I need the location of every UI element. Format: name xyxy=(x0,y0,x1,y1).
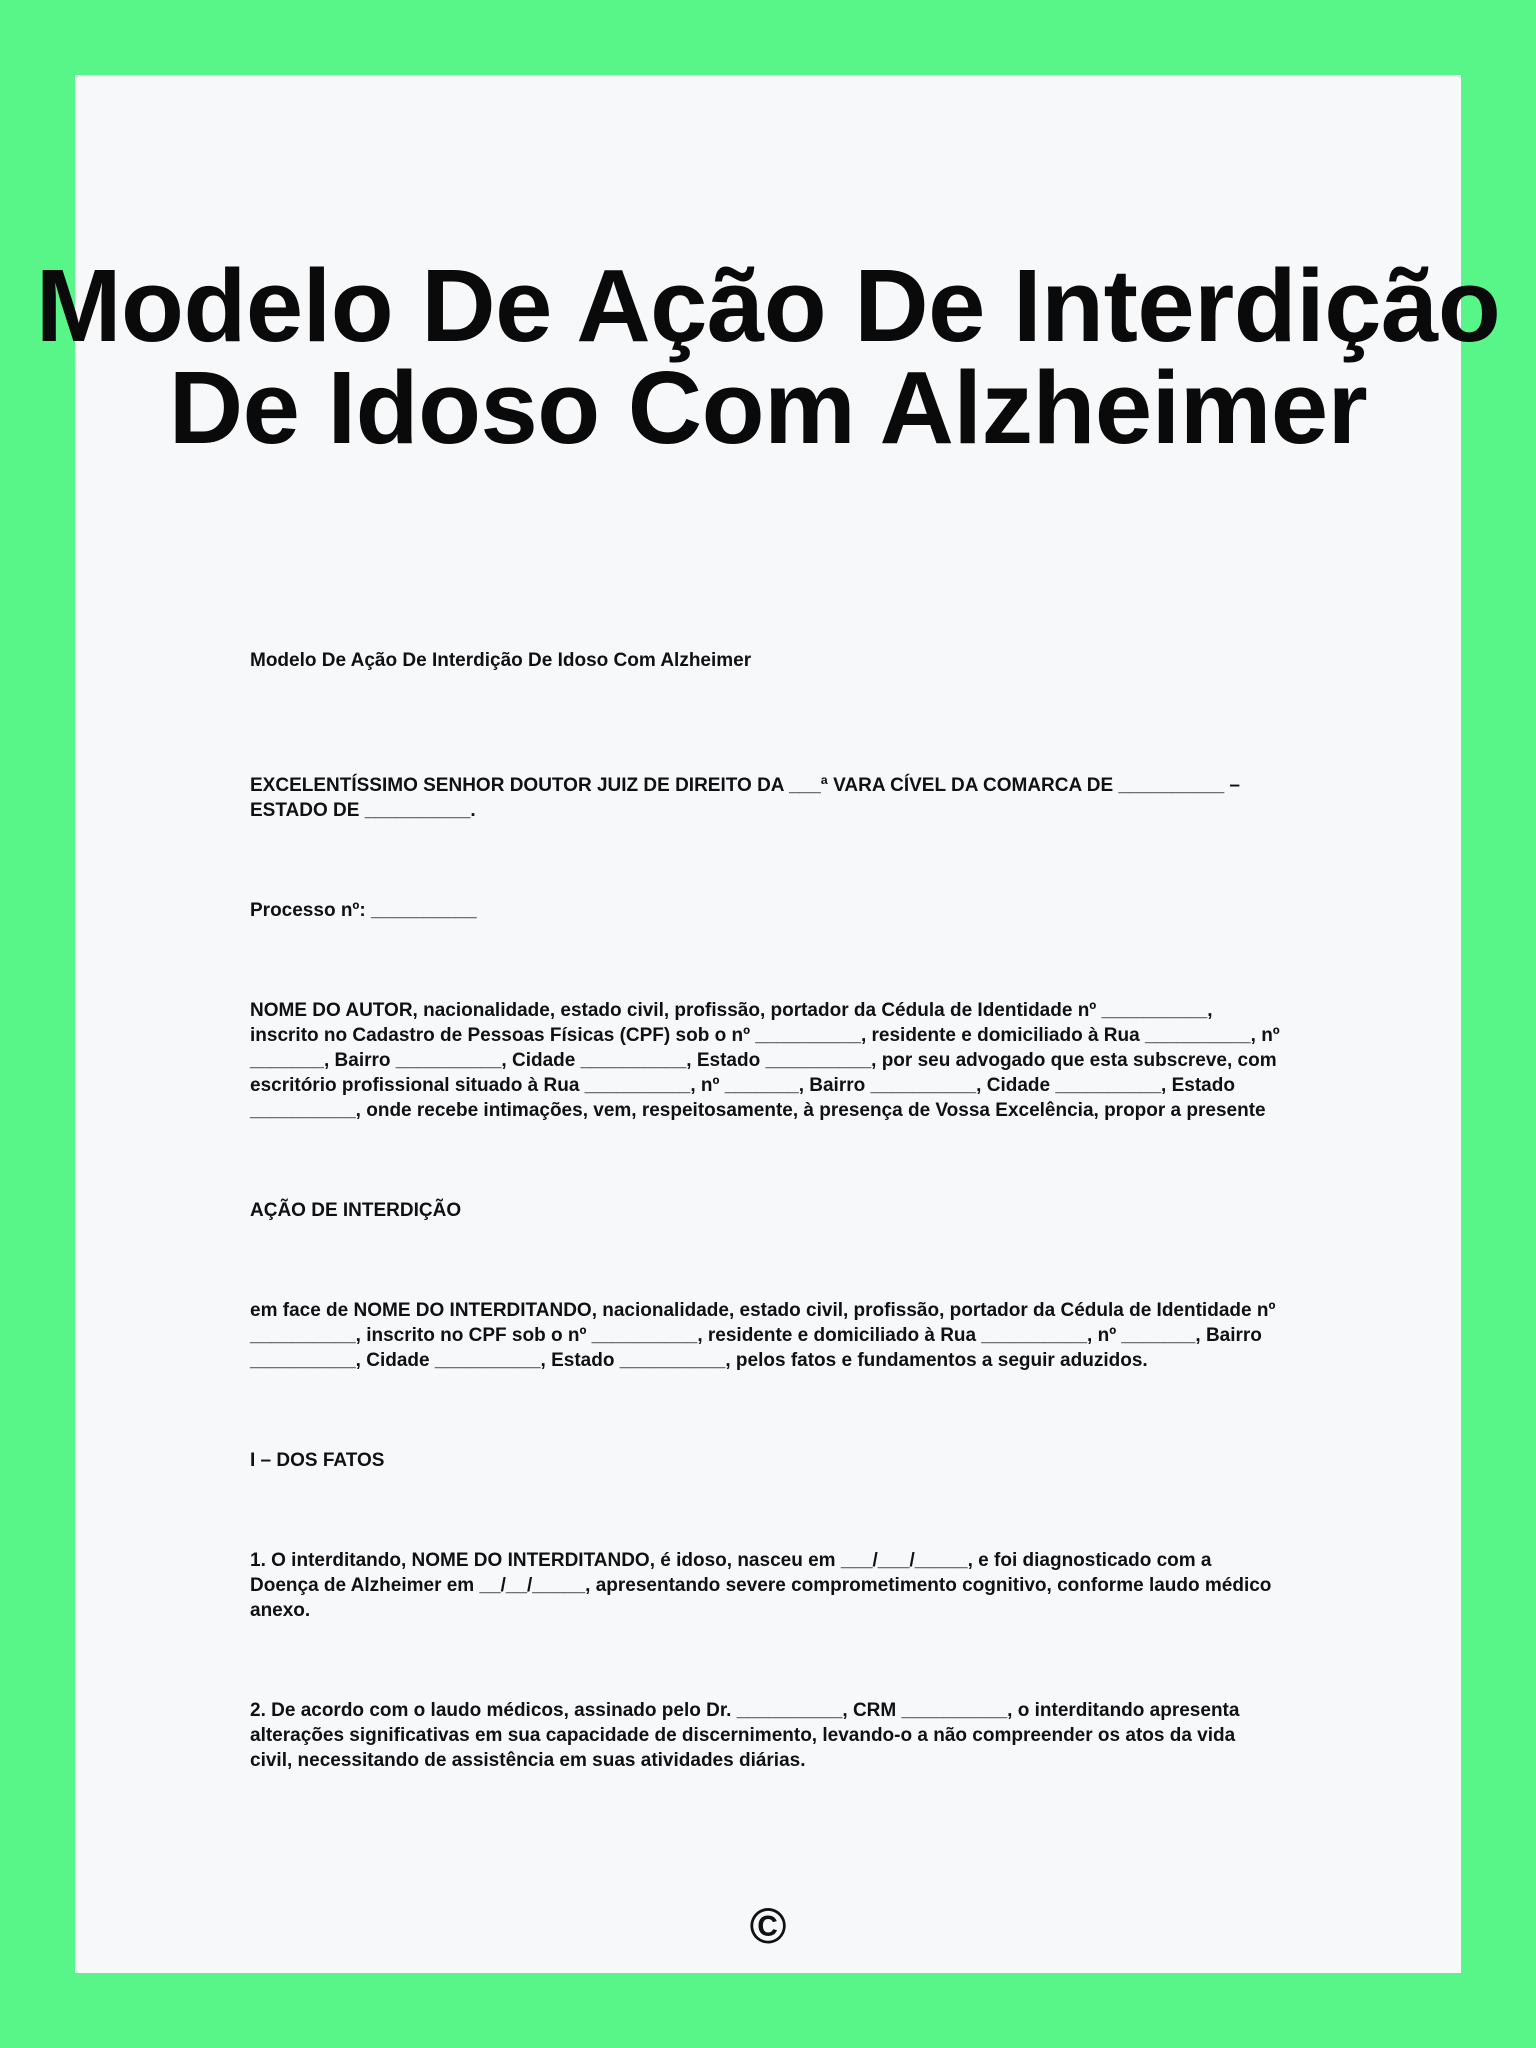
copyright-icon: © xyxy=(749,1898,787,1954)
section-heading-facts: I – DOS FATOS xyxy=(250,1450,385,1471)
court-address: EXCELENTÍSSIMO SENHOR DOUTOR JUIZ DE DIREITO DA ___ª VARA CÍVEL DA COMARCA DE __________ – ESTADO DE __________. xyxy=(250,775,1240,821)
document-subtitle: Modelo De Ação De Interdição De Idoso Com Alzheimer xyxy=(250,650,752,671)
fact-paragraph-2: 2. De acordo com o laudo médicos, assinado pelo Dr. __________, CRM __________, o interditando apresenta alterações significativas em sua capacidade de discernimento, levando-o a não compreender os atos da vida civil, necessitando de assistência em suas atividades diárias. xyxy=(250,1700,1240,1771)
defendant-qualification: em face de NOME DO INTERDITANDO, nacionalidade, estado civil, profissão, portador da Cédula de Identidade nº __________, inscrito no CPF sob o nº __________, residente e domiciliado à Rua __________, nº _______, Bairro __________, Cidade __________, Estado __________, pelos fatos e fundamentos a seguir aduzidos. xyxy=(250,1300,1276,1371)
author-qualification: NOME DO AUTOR, nacionalidade, estado civil, profissão, portador da Cédula de Identidade nº __________, inscrito no Cadastro de Pessoas Físicas (CPF) sob o nº __________, residente e domiciliado à Rua __________, nº _______, Bairro __________, Cidade __________, Estado __________, por seu advogado que esta subscreve, com escritório profissional situado à Rua __________, nº _______, Bairro __________, Cidade __________, Estado __________, onde recebe intimações, vem, respeitosamente, à presença de Vossa Excelência, propor a presente xyxy=(250,1000,1280,1121)
document-body xyxy=(250,648,1280,1848)
fact-paragraph-1: 1. O interditando, NOME DO INTERDITANDO, é idoso, nasceu em ___/___/_____, e foi diagnosticado com a Doença de Alzheimer em __/__/_____, apresentando severe comprometimento cognitivo, conforme laudo médico anexo. xyxy=(250,1550,1272,1621)
action-heading: AÇÃO DE INTERDIÇÃO xyxy=(250,1200,462,1221)
process-number: Processo nº: __________ xyxy=(250,900,477,921)
document-title: Modelo De Ação De Interdição De Idoso Com Alzheimer xyxy=(35,248,1501,465)
